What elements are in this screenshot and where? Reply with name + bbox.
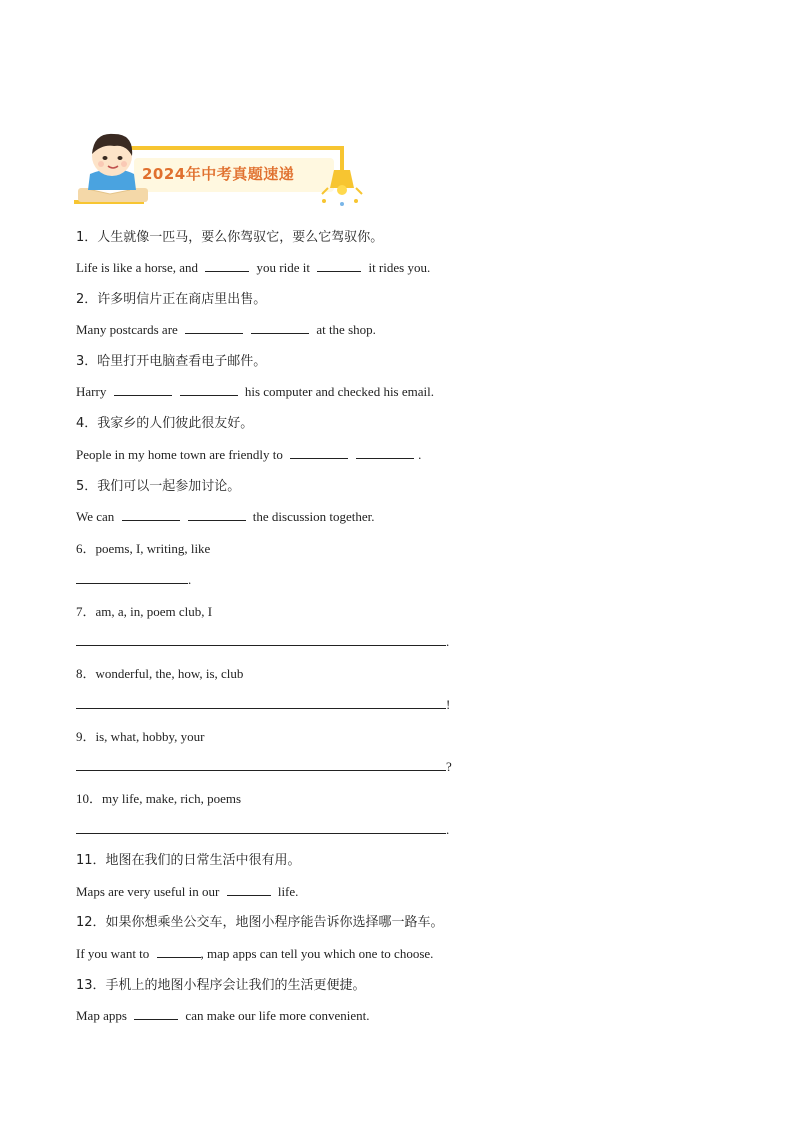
- blank[interactable]: [185, 321, 243, 334]
- question-13: 13．手机上的地图小程序会让我们的生活更便捷。: [76, 978, 366, 993]
- question-1: 1．人生就像一匹马，要么你驾驭它，要么它驾驭你。: [76, 230, 384, 245]
- blank[interactable]: [205, 259, 249, 272]
- blank[interactable]: [227, 883, 271, 896]
- question-7: 7．am, a, in, poem club, I: [76, 604, 213, 619]
- blank[interactable]: [114, 383, 172, 396]
- answer-line-8: !: [76, 696, 450, 714]
- blank[interactable]: [134, 1007, 178, 1020]
- answer-line-12: If you want to , map apps can tell you which one to choose.: [76, 946, 434, 961]
- blank[interactable]: [157, 945, 201, 958]
- answer-line-9: ?: [76, 758, 452, 776]
- blank[interactable]: [180, 383, 238, 396]
- blank[interactable]: [356, 446, 414, 459]
- blank[interactable]: [76, 696, 446, 709]
- answer-line-13: Map apps can make our life more convenient.: [76, 1008, 370, 1023]
- blank[interactable]: [290, 446, 348, 459]
- question-11: 11．地图在我们的日常生活中很有用。: [76, 853, 301, 868]
- answer-line-4: People in my home town are friendly to .: [76, 447, 422, 462]
- answer-line-2: Many postcards are at the shop.: [76, 322, 376, 337]
- blank[interactable]: [188, 508, 246, 521]
- question-6: 6．poems, I, writing, like: [76, 541, 211, 556]
- blank[interactable]: [251, 321, 309, 334]
- question-3: 3．哈里打开电脑查看电子邮件。: [76, 354, 267, 369]
- answer-line-10: .: [76, 821, 449, 839]
- question-2: 2．许多明信片正在商店里出售。: [76, 292, 267, 307]
- banner-title: 2024年中考真题速递: [142, 165, 295, 183]
- blank[interactable]: [76, 821, 446, 834]
- answer-line-6: .: [76, 571, 191, 589]
- blank[interactable]: [76, 571, 188, 584]
- blank[interactable]: [76, 758, 446, 771]
- question-12: 12．如果你想乘坐公交车，地图小程序能告诉你选择哪一路车。: [76, 915, 444, 930]
- question-5: 5．我们可以一起参加讨论。: [76, 479, 241, 494]
- question-10: 10．my life, make, rich, poems: [76, 791, 242, 806]
- blank[interactable]: [122, 508, 180, 521]
- blank[interactable]: [76, 633, 446, 646]
- answer-line-5: We can the discussion together.: [76, 509, 375, 524]
- answer-line-7: .: [76, 633, 449, 651]
- blank[interactable]: [317, 259, 361, 272]
- question-9: 9．is, what, hobby, your: [76, 729, 205, 744]
- answer-line-3: Harry his computer and checked his email.: [76, 384, 434, 399]
- answer-line-1: Life is like a horse, and you ride it it rides you.: [76, 260, 431, 275]
- answer-line-11: Maps are very useful in our life.: [76, 884, 299, 899]
- question-8: 8．wonderful, the, how, is, club: [76, 666, 244, 681]
- question-4: 4．我家乡的人们彼此很友好。: [76, 416, 254, 431]
